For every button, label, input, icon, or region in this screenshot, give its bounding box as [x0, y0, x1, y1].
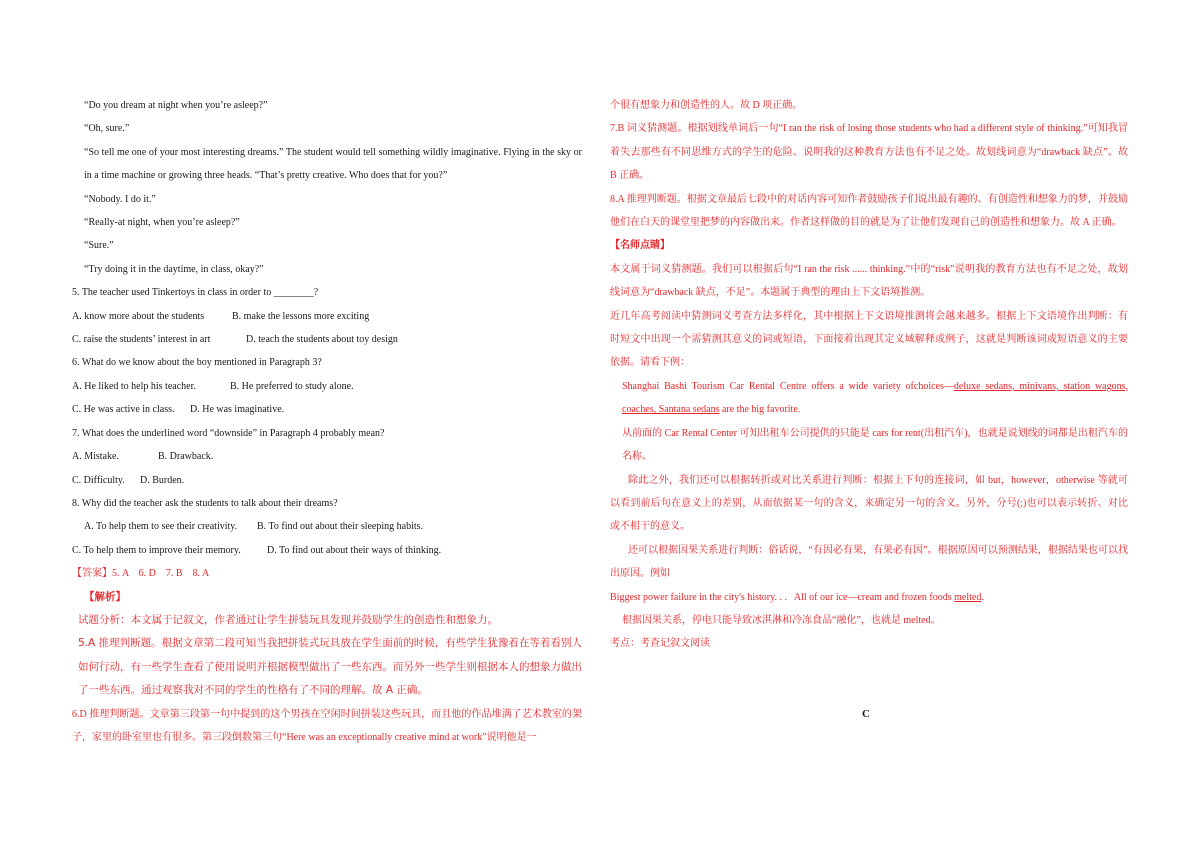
question-6-stem: 6. What do we know about the boy mentioned in Paragraph 3? — [72, 357, 322, 369]
question-8-options-cd — [72, 539, 582, 562]
tips-paragraph-1: 本文属于词义猜测题。我们可以根据后句“I ran the risk ...... thinking.”中的“risk”说明我的教育方法也有不足之处，故划线词意为“drawback 缺点，不足”。本题属于典型的理由上下文语境推测。 — [610, 263, 1128, 299]
option-5b: B. make the lessons more exciting — [232, 310, 370, 322]
option-6a: A. He liked to help his teacher. — [72, 380, 196, 392]
option-8d: D. To find out about their ways of thinking. — [267, 544, 442, 556]
analysis-5: 5.A 推理判断题。根据文章第二段可知当我把拼装式玩具放在学生面前的时候，有些学生犹豫着在等着看别人如何行动，有一些学生查看了使用说明并根据模型做出了一些东西。而另外一些学生则根据本人的想象力做出了一些东西。通过观察我对不同的学生的性格有了不同的理解。故 A 正确。 — [78, 637, 582, 697]
explain-1: 从前面的 Car Rental Center 可知出租车公司提供的只能是 cars for rent(出租汽车)，也就是说划线的词都是出租汽车的名称。 — [622, 427, 1128, 463]
option-5c: C. raise the students’ interest in art — [72, 334, 211, 346]
answer-line — [72, 562, 582, 585]
example-2-end: . — [981, 591, 984, 603]
example-2 — [610, 586, 1128, 609]
dialogue-line: “Nobody. I do it.” — [84, 193, 156, 205]
kaodian: 考点：考查记叙文阅读 — [610, 638, 710, 650]
tips-label: 【名师点睛】 — [610, 240, 670, 252]
question-7-stem: 7. What does the underlined word “downside” in Paragraph 4 probably mean? — [72, 427, 385, 439]
question-8-options-ab — [72, 515, 582, 538]
explain-3: 还可以根据因果关系进行判断：俗话说，“有因必有果，有果必有因”。根据原因可以预测结果，根据结果也可以找出原因。例如 — [610, 544, 1128, 580]
option-5a: A. know more about the students — [72, 310, 205, 322]
question-7-options-ab — [72, 445, 582, 468]
option-8a: A. To help them to see their creativity. — [84, 521, 238, 533]
question-5-stem: 5. The teacher used Tinkertoys in class in order to ________? — [72, 287, 319, 299]
left-column — [72, 94, 582, 749]
right-column — [610, 94, 1128, 656]
answer-values: 5. A 6. D 7. B 8. A — [112, 568, 210, 580]
example-2-underlined: melted — [954, 591, 982, 603]
dialogue-line: “Try doing it in the daytime, in class, okay?” — [84, 263, 264, 275]
dialogue-line: “Do you dream at night when you’re asleep?” — [84, 100, 268, 111]
example-1-underlined: deluxe sedans, minivans, station wagons, coaches, Santana sedans — [622, 380, 1129, 416]
question-5-options-cd — [72, 328, 582, 351]
option-6b: B. He preferred to study alone. — [230, 380, 354, 392]
question-6-options-ab — [72, 375, 582, 398]
dialogue-paragraph: “So tell me one of your most interesting dreams.” The student would tell something wildly imaginative. Flying in the sky or in a time machine or growing three heads. “That’s pretty creative. Who does that for you?” — [84, 146, 582, 182]
analysis-6-start: 6.D 推理判断题。文章第三段第一句中提到的这个男孩在空闲时间拼装这些玩具，而且他的作品堆满了艺术教室的架子，家里的卧室里也有很多。第三段倒数第三句“Here was an exceptionally creative mind at work”说明他是一 — [72, 708, 582, 743]
question-6-options-cd — [72, 398, 582, 421]
option-6c: C. He was active in class. — [72, 404, 175, 416]
option-8c: C. To help them to improve their memory. — [72, 544, 241, 556]
answer-label: 【答案】 — [72, 568, 112, 580]
example-1 — [610, 375, 1128, 422]
option-7d: D. Burden. — [140, 474, 185, 486]
analysis-7: 7.B 词义猜测题。根据划线单词后一句“I ran the risk of losing those students who had a different style of thinking.”可知我冒着失去那些有不同思维方式的学生的危险。说明我的这种教育方法也有不足之处。故划线词意为“drawback 缺点”。故 B 正确。 — [610, 123, 1128, 182]
option-7a: A. Mistake. — [72, 451, 119, 463]
analysis-intro: 试题分析：本文属于记叙文，作者通过让学生拼装玩具发现并鼓励学生的创造性和想象力。 — [78, 613, 498, 626]
option-5d: D. teach the students about toy design — [246, 334, 398, 346]
dialogue-line: “Sure.” — [84, 240, 114, 252]
analysis-label: 【解析】 — [84, 590, 126, 603]
example-2-start: Biggest power failure in the city's history. . . All of our ice—cream and frozen foods — [610, 591, 955, 603]
option-6d: D. He was imaginative. — [190, 404, 285, 416]
option-8b: B. To find out about their sleeping habits. — [257, 521, 424, 533]
explain-2: 除此之外，我们还可以根据转折或对比关系进行判断：根据上下句的连接词，如 but，however，otherwise 等就可以看到前后句在意义上的差别，从而依据某一句的含义，来确定另一句的含义。另外，分号(;)也可以表示转折、对比或不相干的意义。 — [610, 474, 1128, 533]
analysis-6-end: 个很有想象力和创造性的人。故 D 项正确。 — [610, 100, 803, 111]
analysis-8: 8.A 推理判断题。根据文章最后七段中的对话内容可知作者鼓励孩子们说出最有趣的、有创造性和想象力的梦，并鼓励他们在白天的课堂里把梦的内容做出来。作者这样做的目的就是为了让他们发现自己的创造性和想象力。故 A 正确。 — [610, 193, 1128, 229]
option-7b: B. Drawback. — [158, 451, 214, 463]
section-letter: C — [862, 708, 870, 720]
question-5-options-ab — [72, 305, 582, 328]
example-1-start: Shanghai Bashi Tourism Car Rental Centre offers a wide variety ofchoices— — [622, 380, 954, 392]
option-7c: C. Difficulty. — [72, 474, 125, 486]
dialogue-line: “Really-at night, when you’re asleep?” — [84, 217, 240, 229]
dialogue-line: “Oh, sure.” — [84, 123, 130, 135]
tips-paragraph-2: 近几年高考阅读中猜测词义考查方法多样化，其中根据上下文语境推测将会越来越多。根据上下文语境作出判断：有时短文中出现一个需猜测其意义的词或短语，下面接着出现其定义域解释或例子，这就是判断该词或短语意义的主要依据。请看下例： — [610, 310, 1128, 369]
explain-4: 根据因果关系，停电只能导致冰淇淋和冷冻食品“融化”，也就是 melted。 — [622, 614, 941, 626]
question-8-stem: 8. Why did the teacher ask the students to talk about their dreams? — [72, 497, 338, 509]
example-1-end: are the big favorite. — [719, 404, 801, 416]
question-7-options-cd — [72, 469, 582, 492]
